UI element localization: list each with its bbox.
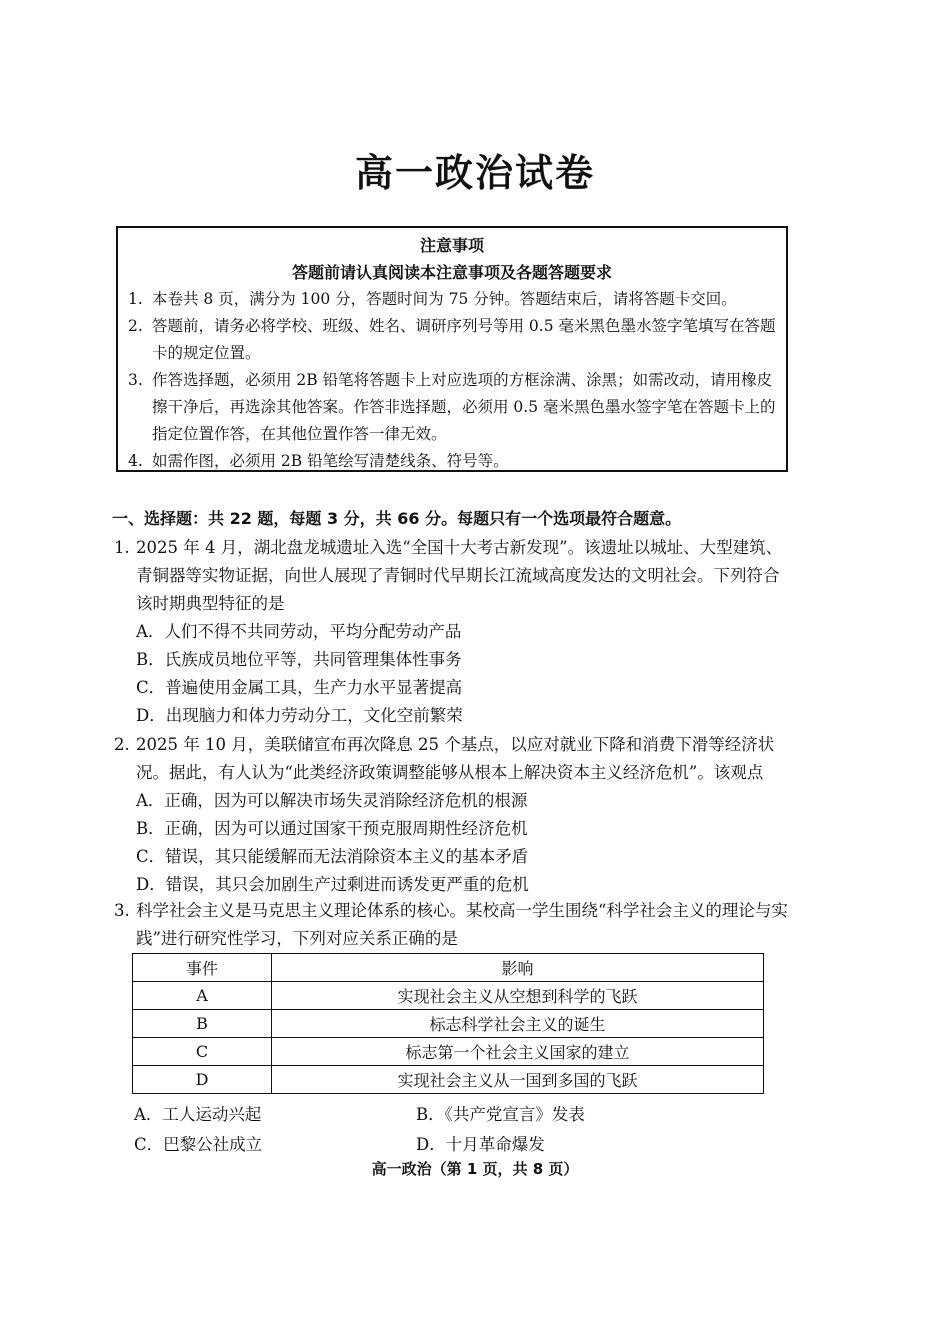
- page-title: 高一政治试卷: [354, 151, 595, 195]
- question-number: 3.: [114, 901, 130, 920]
- option-c: C．错误，其只能缓解而无法消除资本主义的基本矛盾: [136, 847, 529, 866]
- question-stem: [114, 897, 794, 953]
- options-row: [134, 1130, 774, 1160]
- notice-item-text: 作答选择题，必须用 2B 铅笔将答题卡上对应选项的方框涂满、涂黑；如需改动，请用橡皮擦干净后，再选涂其他答案。作答非选择题，必须用 0.5 毫米黑色墨水签字笔在答题卡上的指定位置作答，在其他位置作答一律无效。: [152, 371, 776, 443]
- events-table: [132, 953, 764, 1094]
- table-cell: C: [133, 1038, 272, 1066]
- notice-item-text: 如需作图，必须用 2B 铅笔绘写清楚线条、符号等。: [152, 452, 509, 470]
- table-header: 事件: [133, 954, 272, 982]
- table-row: [133, 1038, 764, 1066]
- option-a: A．工人运动兴起: [134, 1105, 262, 1124]
- question-1: [114, 534, 794, 730]
- table-cell: 标志第一个社会主义国家的建立: [272, 1038, 764, 1066]
- question-stem: [114, 731, 794, 787]
- table-cell: 实现社会主义从一国到多国的飞跃: [272, 1066, 764, 1094]
- table-header-row: [133, 954, 764, 982]
- option-b: B．氏族成员地位平等，共同管理集体性事务: [136, 650, 462, 669]
- option-d: D．十月革命爆发: [416, 1135, 545, 1154]
- option-d: D．出现脑力和体力劳动分工，文化空前繁荣: [136, 706, 463, 725]
- table-cell: 标志科学社会主义的诞生: [272, 1010, 764, 1038]
- option-b: B．《共产党宣言》发表: [416, 1105, 585, 1124]
- notice-heading: 注意事项: [419, 236, 484, 255]
- notice-item-number: 2.: [128, 317, 143, 335]
- question-number: 1.: [114, 538, 130, 557]
- table-cell: D: [133, 1066, 272, 1094]
- notice-item: [128, 367, 776, 448]
- question-3-options: [134, 1100, 774, 1160]
- option-a: A．人们不得不共同劳动，平均分配劳动产品: [136, 622, 462, 641]
- notice-box: [116, 226, 788, 472]
- notice-item: [128, 313, 776, 367]
- notice-item: [128, 286, 776, 313]
- table-row: [133, 982, 764, 1010]
- option-a: A．正确，因为可以解决市场失灵消除经济危机的根源: [136, 791, 528, 810]
- option-c: C．巴黎公社成立: [134, 1135, 263, 1154]
- page-footer: 高一政治（第 1 页，共 8 页）: [371, 1160, 579, 1178]
- question-stem: [114, 534, 794, 618]
- question-3: [114, 897, 794, 953]
- table-cell: 实现社会主义从空想到科学的飞跃: [272, 982, 764, 1010]
- notice-item-number: 4.: [128, 452, 143, 470]
- question-text: 2025 年 10 月，美联储宣布再次降息 25 个基点，以应对就业下降和消费下滑等经济状况。据此，有人认为“此类经济政策调整能够从根本上解决资本主义经济危机”。该观点: [136, 735, 775, 782]
- notice-item: [128, 448, 776, 475]
- table-row: [133, 1010, 764, 1038]
- notice-item-text: 本卷共 8 页，满分为 100 分，答题时间为 75 分钟。答题结束后，请将答题卡交回。: [152, 290, 737, 308]
- notice-item-number: 3.: [128, 371, 143, 389]
- question-text: 2025 年 4 月，湖北盘龙城遗址入选“全国十大考古新发现”。该遗址以城址、大型建筑、青铜器等实物证据，向世人展现了青铜时代早期长江流域高度发达的文明社会。下列符合该时期典型特征的是: [136, 538, 783, 613]
- table-cell: B: [133, 1010, 272, 1038]
- notice-item-text: 答题前，请务必将学校、班级、姓名、调研序列号等用 0.5 毫米黑色墨水签字笔填写在答题卡的规定位置。: [152, 317, 776, 362]
- table-cell: A: [133, 982, 272, 1010]
- question-2: [114, 731, 794, 899]
- question-number: 2.: [114, 735, 130, 754]
- options-row: [134, 1100, 774, 1130]
- section-heading: 一、选择题：共 22 题，每题 3 分，共 66 分。每题只有一个选项最符合题意。: [112, 509, 682, 528]
- notice-subheading: 答题前请认真阅读本注意事项及各题答题要求: [291, 263, 612, 282]
- question-text: 科学社会主义是马克思主义理论体系的核心。某校高一学生围绕“科学社会主义的理论与实践”进行研究性学习，下列对应关系正确的是: [136, 901, 788, 948]
- option-d: D．错误，其只会加剧生产过剩进而诱发更严重的危机: [136, 875, 529, 894]
- table-row: [133, 1066, 764, 1094]
- table-header: 影响: [272, 954, 764, 982]
- notice-item-number: 1.: [128, 290, 143, 308]
- option-c: C．普遍使用金属工具，生产力水平显著提高: [136, 678, 463, 697]
- option-b: B．正确，因为可以通过国家干预克服周期性经济危机: [136, 819, 528, 838]
